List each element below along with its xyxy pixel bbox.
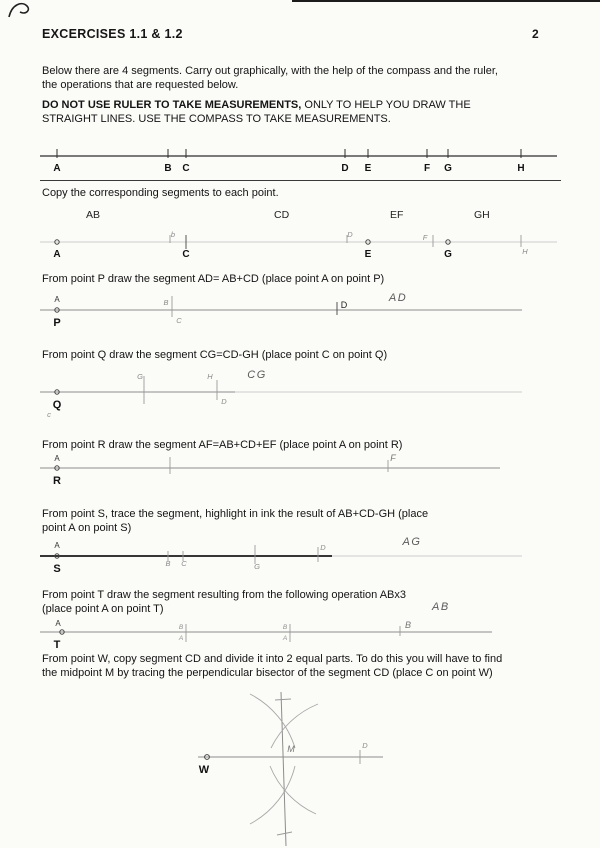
ruler-label-a: A <box>53 163 61 174</box>
copy-label-a: A <box>53 249 61 260</box>
w-arc-top-left <box>271 704 318 748</box>
t-annotation: AB <box>432 601 450 613</box>
exercise-w-instruction <box>42 652 564 681</box>
s-label-b: B <box>165 559 171 568</box>
scan-pen-mark <box>3 0 41 22</box>
t-label-t: T <box>53 639 61 651</box>
w-perpendicular-bisector <box>281 692 286 846</box>
p-label-b: B <box>163 298 169 307</box>
s-label-d: D <box>320 543 326 552</box>
w-label-w: W <box>198 764 210 776</box>
intro-line-2: the operations that are requested below. <box>42 79 239 92</box>
segment-label-ab: AB <box>86 209 101 221</box>
t-mark2-top: B <box>282 624 288 631</box>
p-label-d: D <box>340 300 348 310</box>
copy-label-f: F <box>422 233 428 242</box>
copy-label-c: C <box>182 249 190 260</box>
s-instruction-line-1: From point S, trace the segment, highlight in ink the result of AB+CD-GH (place <box>42 508 429 520</box>
w-arc-top-right <box>250 694 295 748</box>
exercise-r-instruction: From point R draw the segment AF=AB+CD+EF (place point A on point R) <box>42 439 403 451</box>
copy-label-h: H <box>522 247 528 256</box>
exercise-w-drawing <box>0 686 600 848</box>
w-top-tick <box>275 699 291 700</box>
t-label-a: A <box>55 619 61 628</box>
ruler-label-f: F <box>423 163 431 174</box>
q-label-q: Q <box>52 399 62 411</box>
copy-label-b: b <box>170 230 176 239</box>
s-instruction-line-2: point A on point S) <box>42 522 132 535</box>
exercise-t-instruction <box>42 588 542 617</box>
warning-line-2: STRAIGHT LINES. USE THE COMPASS TO TAKE MEASUREMENTS. <box>42 113 391 126</box>
r-label-a: A <box>54 454 60 463</box>
section-divider <box>40 180 561 181</box>
exercise-p-drawing <box>0 290 600 338</box>
w-bottom-tick <box>277 832 292 835</box>
warning-rest: ONLY TO HELP YOU DRAW THE <box>301 99 471 111</box>
copy-drawing <box>0 226 600 268</box>
exercise-p-instruction: From point P draw the segment AD= AB+CD (place point A on point P) <box>42 273 385 285</box>
main-segments-drawing <box>0 136 600 182</box>
exercise-q-drawing <box>0 368 600 422</box>
t-mark1-bottom: A <box>178 635 184 642</box>
s-label-g: G <box>254 562 260 571</box>
ruler-label-g: G <box>444 163 452 174</box>
q-label-d: D <box>221 397 227 406</box>
copy-instruction: Copy the corresponding segments to each point. <box>42 187 279 199</box>
ruler-label-c: C <box>182 163 190 174</box>
s-label-a: A <box>54 541 60 550</box>
s-annotation: AG <box>402 536 422 548</box>
q-label-c: c <box>47 410 51 419</box>
copy-label-d: D <box>347 230 353 239</box>
ruler-label-d: D <box>341 163 349 174</box>
scan-edge-line <box>292 0 600 2</box>
q-label-g: G <box>137 372 143 381</box>
segment-label-gh: GH <box>474 209 490 221</box>
t-mark1-top: B <box>178 624 184 631</box>
page-number: 2 <box>532 27 539 41</box>
ruler-label-e: E <box>364 163 372 174</box>
scan-squiggle <box>9 4 28 17</box>
page-title: EXCERCISES 1.1 & 1.2 <box>42 27 183 41</box>
segment-label-ef: EF <box>390 209 404 221</box>
t-instruction-line-2: (place point A on point T) <box>42 603 164 616</box>
intro-line-1: Below there are 4 segments. Carry out graphically, with the help of the compass and the ruler, <box>42 65 498 77</box>
ruler-label-b: B <box>164 163 172 174</box>
s-label-s: S <box>53 563 61 575</box>
t-label-end: B <box>404 620 412 630</box>
copy-label-e: E <box>364 249 372 260</box>
exercise-s-drawing <box>0 534 600 580</box>
p-label-a: A <box>54 295 60 304</box>
intro-paragraph <box>42 64 564 93</box>
r-label-f: F <box>390 453 396 463</box>
t-instruction-line-1: From point T draw the segment resulting from the following operation ABx3 <box>42 589 407 601</box>
p-label-p: P <box>53 317 61 329</box>
q-annotation: CG <box>247 369 267 381</box>
ruler-label-h: H <box>517 163 525 174</box>
copy-label-g: G <box>444 249 452 260</box>
p-annotation: AD <box>388 292 408 304</box>
warning-bold: DO NOT USE RULER TO TAKE MEASUREMENTS, <box>42 99 302 111</box>
exercise-q-instruction: From point Q draw the segment CG=CD-GH (place point C on point Q) <box>42 349 388 361</box>
w-instruction-line-2: the midpoint M by tracing the perpendicular bisector of the segment CD (place C on point W) <box>42 667 493 680</box>
exercise-s-instruction <box>42 507 542 536</box>
w-label-d: D <box>362 741 368 750</box>
s-label-c: C <box>181 559 187 568</box>
warning-paragraph <box>42 98 564 127</box>
q-label-h: H <box>207 372 213 381</box>
p-label-c: C <box>176 316 182 325</box>
w-label-m: M <box>287 744 295 754</box>
segment-label-cd: CD <box>274 209 290 221</box>
exercise-r-drawing <box>0 450 600 490</box>
r-label-r: R <box>53 475 61 487</box>
t-mark2-bottom: A <box>282 635 288 642</box>
w-instruction-line-1: From point W, copy segment CD and divide it into 2 equal parts. To do this you will have to find <box>42 653 503 665</box>
